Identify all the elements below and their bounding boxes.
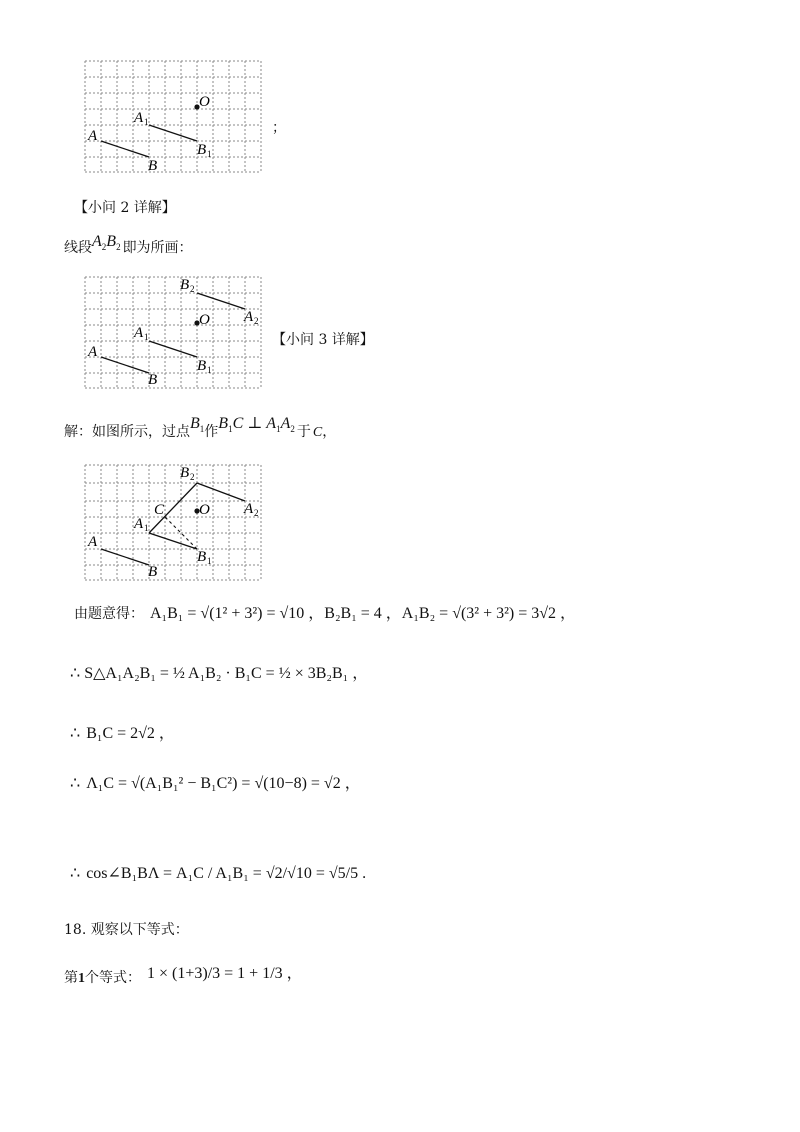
q3-solution-line [64,415,337,447]
derivation-expr-4: Λ₁C = √(A₁B₁² − B₁C²) = √(10−8) = √2 ， [86,775,361,792]
derivation-expr-2: S△A₁A₂B₁ = ½ A₁B₂ · B₁C = ½ × 3B₂B₁ ， [84,665,369,682]
label-A2: A [244,501,254,517]
label-B2-sub: 2 [190,284,195,294]
derivation-line-4 [70,774,361,794]
label-B: B [148,372,158,388]
label-A1-sub: 1 [144,523,149,533]
label-A2: A [244,309,254,325]
q18-title: 18. 观察以下等式： [64,922,189,938]
seg-sub-b: 2 [116,242,121,252]
q2-heading: 【小问 2 详解】 [74,200,176,216]
label-A1-sub: 1 [144,117,149,127]
q18-first-equation [64,965,303,989]
q3-suffix: 于 [296,424,311,440]
therefore-symbol: ∴ [70,775,81,792]
therefore-symbol: ∴ [70,865,81,882]
q3-mid: 作 [204,424,219,440]
q18-num: 1 [78,971,85,986]
label-A2-sub: 2 [254,316,259,326]
point-B1-ref: $B_1$ [190,415,205,435]
label-A1: A [134,516,144,532]
q2-suffix: 即为所画： [122,240,193,256]
segment-B2A2 [197,483,245,501]
q18-eq: 1 × (1+3)/3 = 1 + 1/3 ， [147,965,303,982]
label-B2: B [180,465,190,481]
label-B: B [148,158,158,174]
label-A: A [88,128,98,144]
grid-lines [85,277,261,388]
derivation-expr-3: B₁C = 2√2 ， [86,725,175,742]
derivation-line-2 [70,664,368,684]
derivation-line-3 [70,724,175,744]
derivation-line-5 [70,864,366,884]
label-A1: A [134,325,144,341]
label-B1: B [197,142,207,158]
label-O: O [199,94,210,110]
segment-A1B1 [149,341,197,357]
label-B: B [148,564,158,580]
segment-AB [101,141,149,157]
label-A1-sub: 1 [144,332,149,342]
figure-grid-1 [84,60,264,174]
therefore-symbol: ∴ [70,725,81,742]
segment-A1B1 [149,533,197,549]
label-O: O [199,502,210,518]
label-B1-sub: 1 [207,556,212,566]
q3-prefix: 解：如图所示，过点 [64,424,190,440]
q3-point: C [312,425,323,440]
segment-A1B1 [149,125,197,141]
figure-grid-2 [84,276,264,390]
q2-statement [64,233,193,259]
q18-label: 第 [64,970,78,986]
q2-prefix: 线段 [64,240,92,256]
label-B1-sub: 1 [207,365,212,375]
therefore-symbol: ∴ [70,665,81,682]
label-B1-sub: 1 [207,149,212,159]
derivation-line-1 [74,604,576,624]
derivation-expr-1: A₁B₁ = √(1² + 3²) = √10 ，B₂B₁ = 4 ，A₁B₂ = √(3² + 3²) = 3√2 ， [150,605,577,622]
segment-AB [101,357,149,373]
label-A1: A [134,110,144,126]
label-B2-sub: 2 [190,472,195,482]
label-A: A [88,344,98,360]
label-C: C [154,502,165,518]
q3-end: ， [322,424,337,440]
label-B1: B [197,549,207,565]
grid-lines [85,61,261,172]
figure-grid-3 [84,464,264,582]
label-O: O [199,312,210,328]
seg-label-A: A [92,233,102,250]
label-A: A [88,534,98,550]
seg-sub-a: 2 [101,242,107,252]
label-B2: B [180,277,190,293]
label-B1: B [197,358,207,374]
segment-B2A2 [197,293,245,309]
derivation-expr-5: cos∠B₁BΛ = A₁C / A₁B₁ = √2/√10 = √5/5 . [86,865,367,882]
given-prefix: 由题意得： [74,606,144,622]
figure1-trailing-punct: ； [272,120,286,136]
segment-AB [101,549,149,565]
q3-heading: 【小问 3 详解】 [272,332,374,348]
q18-suffix: 个等式： [85,970,141,986]
seg-label-B: B [106,233,117,250]
perp-expression: $B_1C$ ⊥ $A_1A_2$ [218,415,295,435]
grid-lines [85,465,261,580]
label-A2-sub: 2 [254,508,259,518]
